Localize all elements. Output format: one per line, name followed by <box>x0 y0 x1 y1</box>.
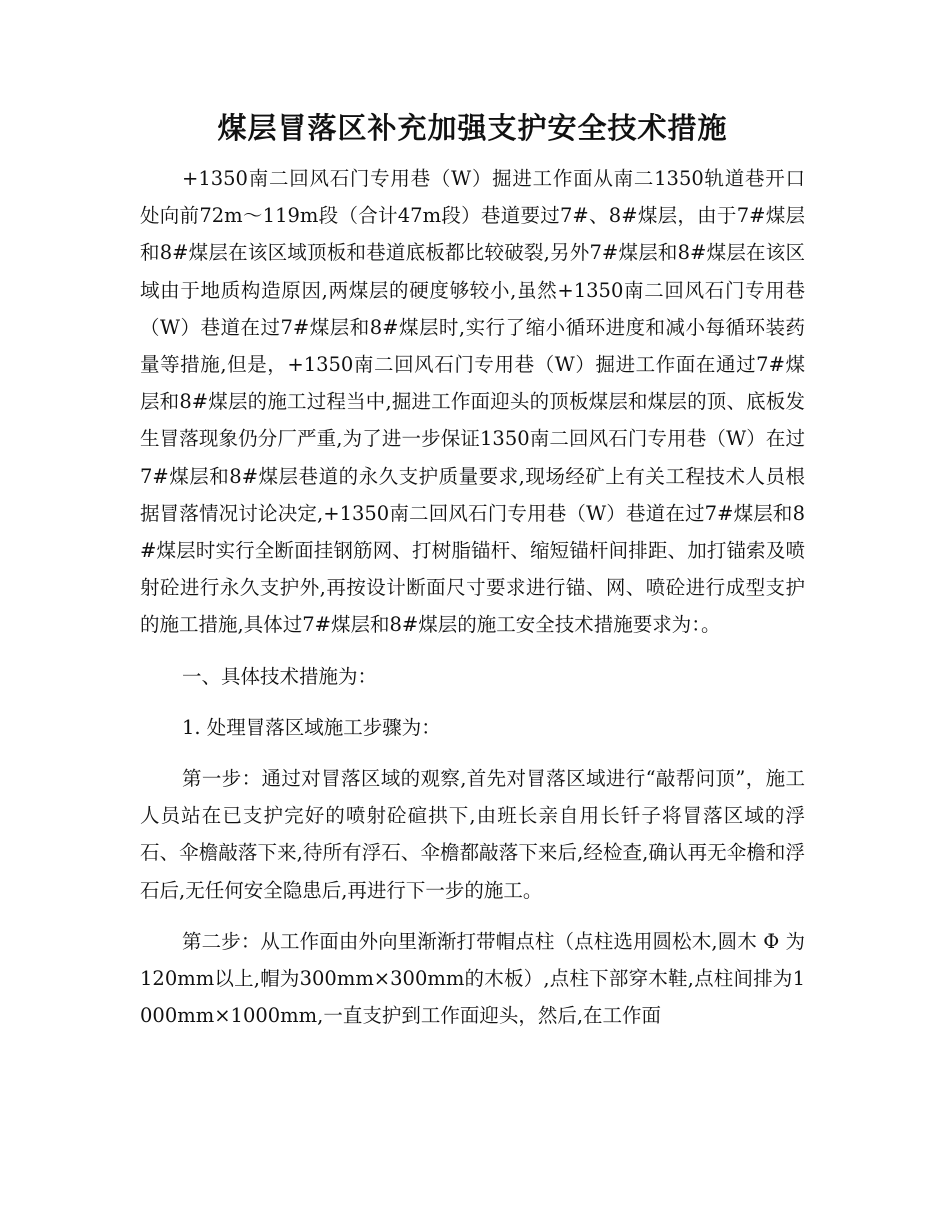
step-one-paragraph: 第一步：通过对冒落区域的观察,首先对冒落区域进行“敲帮问顶”，施工人员站在已支护完好的喷射砼碹拱下,由班长亲自用长钎子将冒落区域的浮石、伞檐敲落下来,待所有浮石、伞檐都敲落下来后,经检查,确认再无伞檐和浮石后,无任何安全隐患后,再进行下一步的施工。 <box>140 767 805 902</box>
subsection-heading: 1. 处理冒落区域施工步骤为： <box>182 715 441 739</box>
document-page <box>140 108 805 1034</box>
paragraph-gap <box>140 746 805 760</box>
paragraph-gap <box>140 695 805 709</box>
paragraph-gap <box>140 644 805 658</box>
step-two-paragraph: 第二步：从工作面由外向里渐渐打带帽点柱（点柱选用圆松木,圆木 Φ 为120mm以上,帽为300mm×300mm的木板）,点柱下部穿木鞋,点柱间排为1000mm×1000mm,一直支护到工作面迎头，然后,在工作面 <box>140 929 805 1028</box>
section-heading: 一、具体技术措施为： <box>182 664 378 688</box>
intro-paragraph: +1350南二回风石门专用巷（W）掘进工作面从南二1350轨道巷开口处向前72m～119m段（合计47m段）巷道要过7#、8#煤层，由于7#煤层和8#煤层在该区域顶板和巷道底板都比较破裂,另外7#煤层和8#煤层在该区域由于地质构造原因,两煤层的硬度够较小,虽然+1350南二回风石门专用巷（W）巷道在过7#煤层和8#煤层时,实行了缩小循环进度和减小每循环装药量等措施,但是，+1350南二回风石门专用巷（W）掘进工作面在通过7#煤层和8#煤层的施工过程当中,掘进工作面迎头的顶板煤层和煤层的顶、底板发生冒落现象仍分厂严重,为了进一步保证1350南二回风石门专用巷（W）在过7#煤层和8#煤层巷道的永久支护质量要求,现场经矿上有关工程技术人员根据冒落情况讨论决定,+1350南二回风石门专用巷（W）巷道在过7#煤层和8#煤层时实行全断面挂钢筋网、打树脂锚杆、缩短锚杆间排距、加打锚索及喷射砼进行永久支护外,再按设计断面尺寸要求进行锚、网、喷砼进行成型支护的施工措施,具体过7#煤层和8#煤层的施工安全技术措施要求为：。 <box>140 167 805 637</box>
paragraph-gap <box>140 909 805 923</box>
document-title: 煤层冒落区补充加强支护安全技术措施 <box>217 111 728 145</box>
